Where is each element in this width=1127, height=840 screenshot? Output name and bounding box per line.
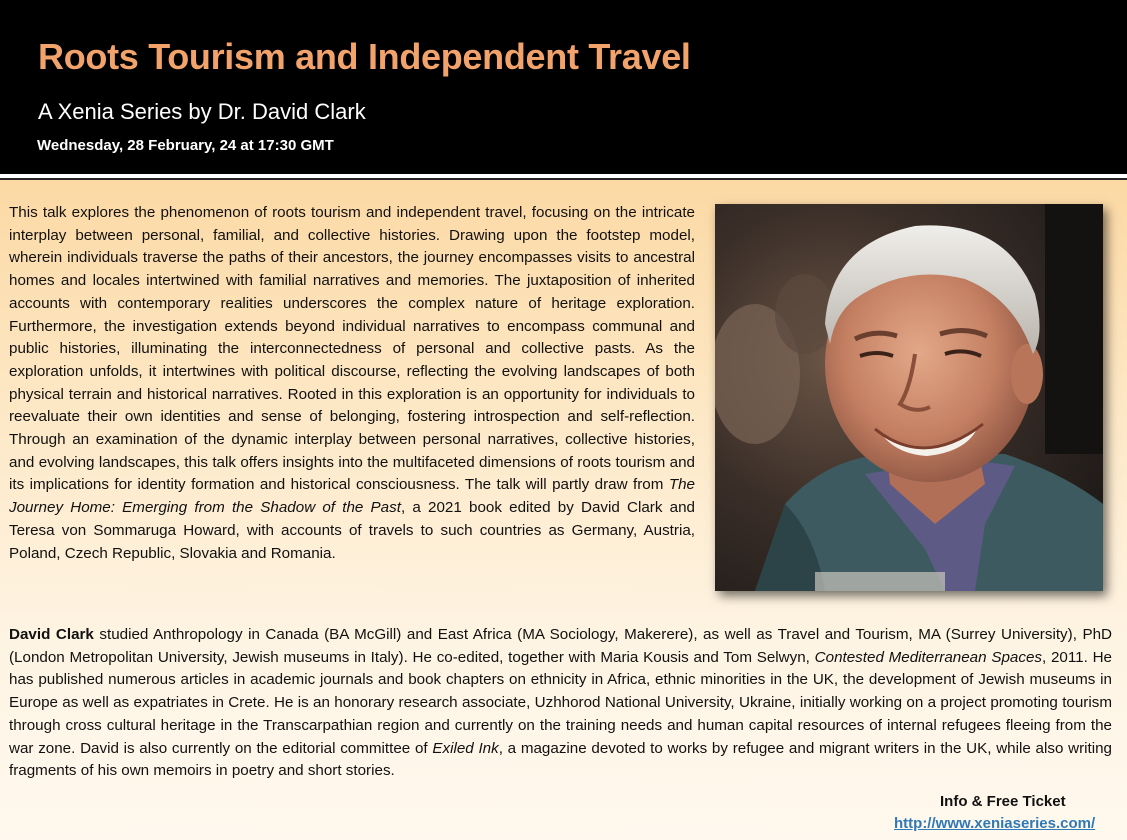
event-date: Wednesday, 28 February, 24 at 17:30 GMT [37, 137, 334, 154]
series-subtitle: A Xenia Series by Dr. David Clark [38, 99, 366, 124]
talk-text-end: , a 2021 book edited by David Clark and Teresa von Sommaruga Howard, with accounts of travels to such countries as Germany, Austria, Poland, Czech Republic, Slovakia and Romania. [9, 499, 696, 562]
speaker-portrait-image [715, 204, 1103, 591]
bio-magazine-title: Exiled Ink [432, 739, 499, 757]
event-title: Roots Tourism and Independent Travel [38, 36, 691, 77]
bio-book-title: Contested Mediterranean Spaces [814, 648, 1042, 666]
content-area [0, 180, 1127, 840]
website-link[interactable]: http://www.xeniaseries.com/ [894, 815, 1096, 832]
talk-book-title: The Journey Home: Emerging from the Shadow of the Past [9, 476, 695, 517]
talk-description [9, 202, 695, 565]
bio-text-2: , 2011. He has published numerous articles in academic journals and book chapters on ethnicity in Africa, ethnic minorities in the UK, the development of Jewish museums in Europe as well as expatriates in Crete. He is an honorary research associate, Uzhhorod National University, Ukraine, initially working on a project promoting tourism through cross cultural heritage in the Transcarpathian region and currently on the training needs and human capital resources of internal refugees fleeing from the war zone. David is also currently on the editorial committee of [9, 648, 1112, 757]
bio-text-1: studied Anthropology in Canada (BA McGill) and East Africa (MA Sociology, Makerere), as well as Travel and Tourism, MA (Surrey University), PhD (London Metropolitan University, Jewish museums in Italy). He co-edited, together with Maria Kousis and Tom Selwyn, [9, 626, 1112, 666]
speaker-photo [715, 204, 1103, 591]
speaker-bio [9, 624, 1112, 783]
talk-text-start: This talk explores the phenomenon of roots tourism and independent travel, focusing on the intricate interplay between personal, familial, and collective histories. Drawing upon the footstep model, wherein individuals traverse the paths of their ancestors, the journey encompasses visits to ancestral homes and locales intertwined with familial narratives and memories. The juxtaposition of inherited accounts with contemporary realities underscores the complex nature of heritage exploration. Furthermore, the investigation extends beyond individual narratives to encompass communal and public histories, illuminating the interconnectedness of personal and collective pasts. As the exploration unfolds, it intertwines with political discourse, reflecting the evolving landscapes of both physical terrain and historical narratives. Rooted in this exploration is an opportunity for individuals to reevaluate their own identities and sense of belonging, fostering introspection and self-reflection. Through an examination of the dynamic interplay between personal narratives, collective histories, and evolving landscapes, this talk offers insights into the multifaceted dimensions of roots tourism and its implications for identity formation and historical consciousness. The talk will partly draw from [9, 204, 695, 494]
info-ticket-label: Info & Free Ticket [940, 793, 1066, 810]
speaker-name: David Clark [9, 626, 94, 643]
bio-text-3: , a magazine devoted to works by refugee and migrant writers in the UK, while also writing fragments of his own memoirs in poetry and short stories. [9, 739, 1112, 780]
header-banner [0, 0, 1127, 174]
